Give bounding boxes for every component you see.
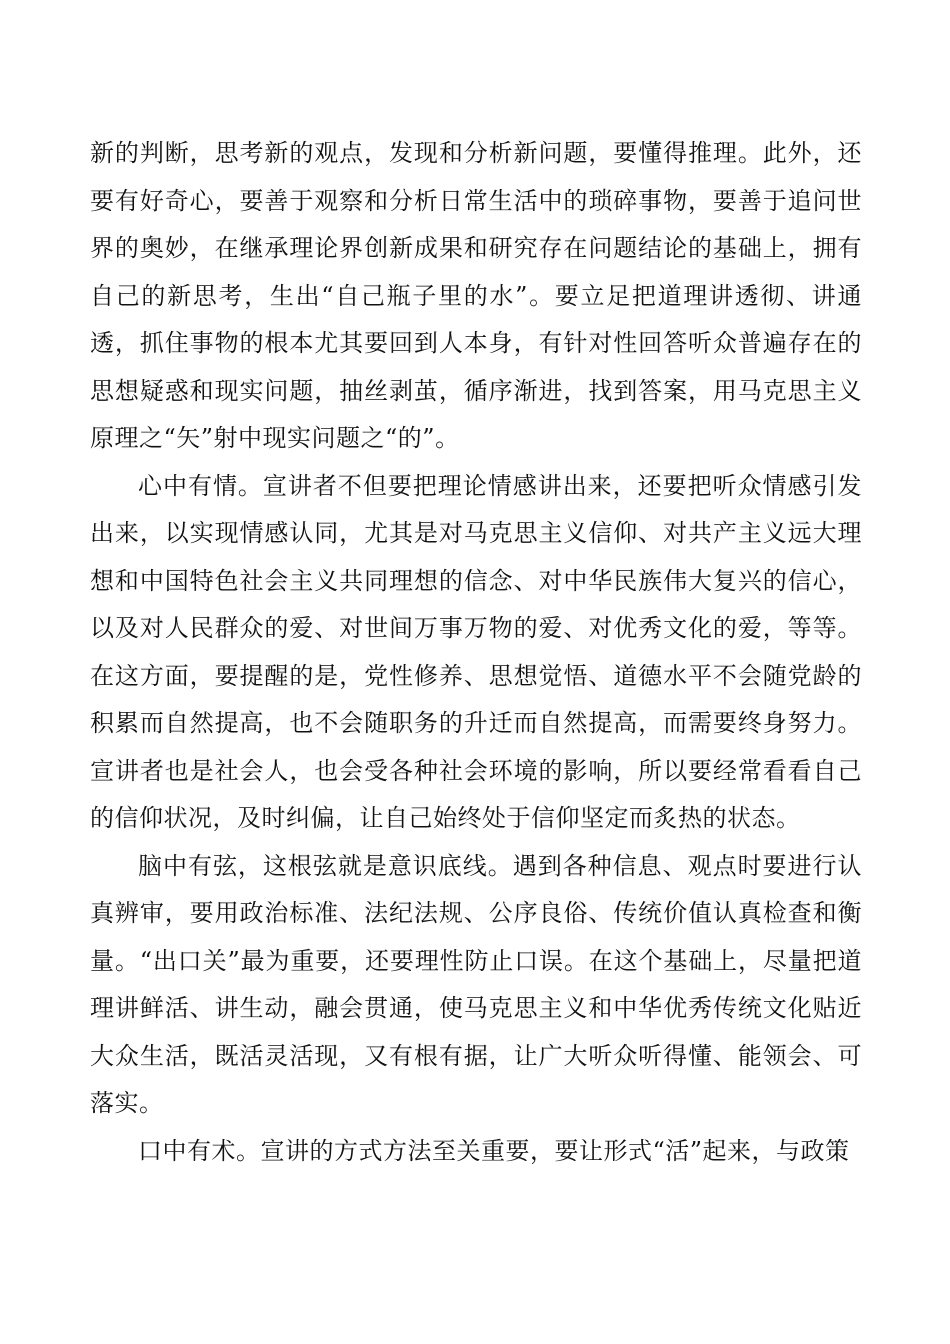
- paragraph-continuation: 新的判断，思考新的观点，发现和分析新问题，要懂得推理。此外，还要有好奇心，要善于观察和分析日常生活中的琐碎事物，要善于追问世界的奥妙，在继承理论界创新成果和研究存在问题结论的基础上，拥有自己的新思考，生出“自己瓶子里的水”。要立足把道理讲透彻、讲通透，抓住事物的根本尤其要回到人本身，有针对性回答听众普遍存在的思想疑惑和现实问题，抽丝剥茧，循序渐进，找到答案，用马克思主义原理之“矢”射中现实问题之“的”。: [90, 139, 862, 452]
- document-page: [90, 130, 862, 1175]
- paragraph-mind-bottom-line: 脑中有弦，这根弦就是意识底线。遇到各种信息、观点时要进行认真辨审，要用政治标准、法纪法规、公序良俗、传统价值认真检查和衡量。“出口关”最为重要，还要理性防止口误。在这个基础上，尽量把道理讲鲜活、讲生动，融会贯通，使马克思主义和中华优秀传统文化贴近大众生活，既活灵活现，又有根有据，让广大听众听得懂、能领会、可落实。: [90, 851, 862, 1117]
- paragraph-speaking-method: 口中有术。宣讲的方式方法至关重要，要让形式“活”起来，与政策: [138, 1136, 850, 1165]
- paragraph-heart-emotion: 心中有情。宣讲者不但要把理论情感讲出来，还要把听众情感引发出来，以实现情感认同，尤其是对马克思主义信仰、对共产主义远大理想和中国特色社会主义共同理想的信念、对中华民族伟大复兴的信心，以及对人民群众的爱、对世间万事万物的爱、对优秀文化的爱，等等。在这方面，要提醒的是，党性修养、思想觉悟、道德水平不会随党龄的积累而自然提高，也不会随职务的升迁而自然提高，而需要终身努力。宣讲者也是社会人，也会受各种社会环境的影响，所以要经常看看自己的信仰状况，及时纠偏，让自己始终处于信仰坚定而炙热的状态。: [90, 471, 862, 832]
